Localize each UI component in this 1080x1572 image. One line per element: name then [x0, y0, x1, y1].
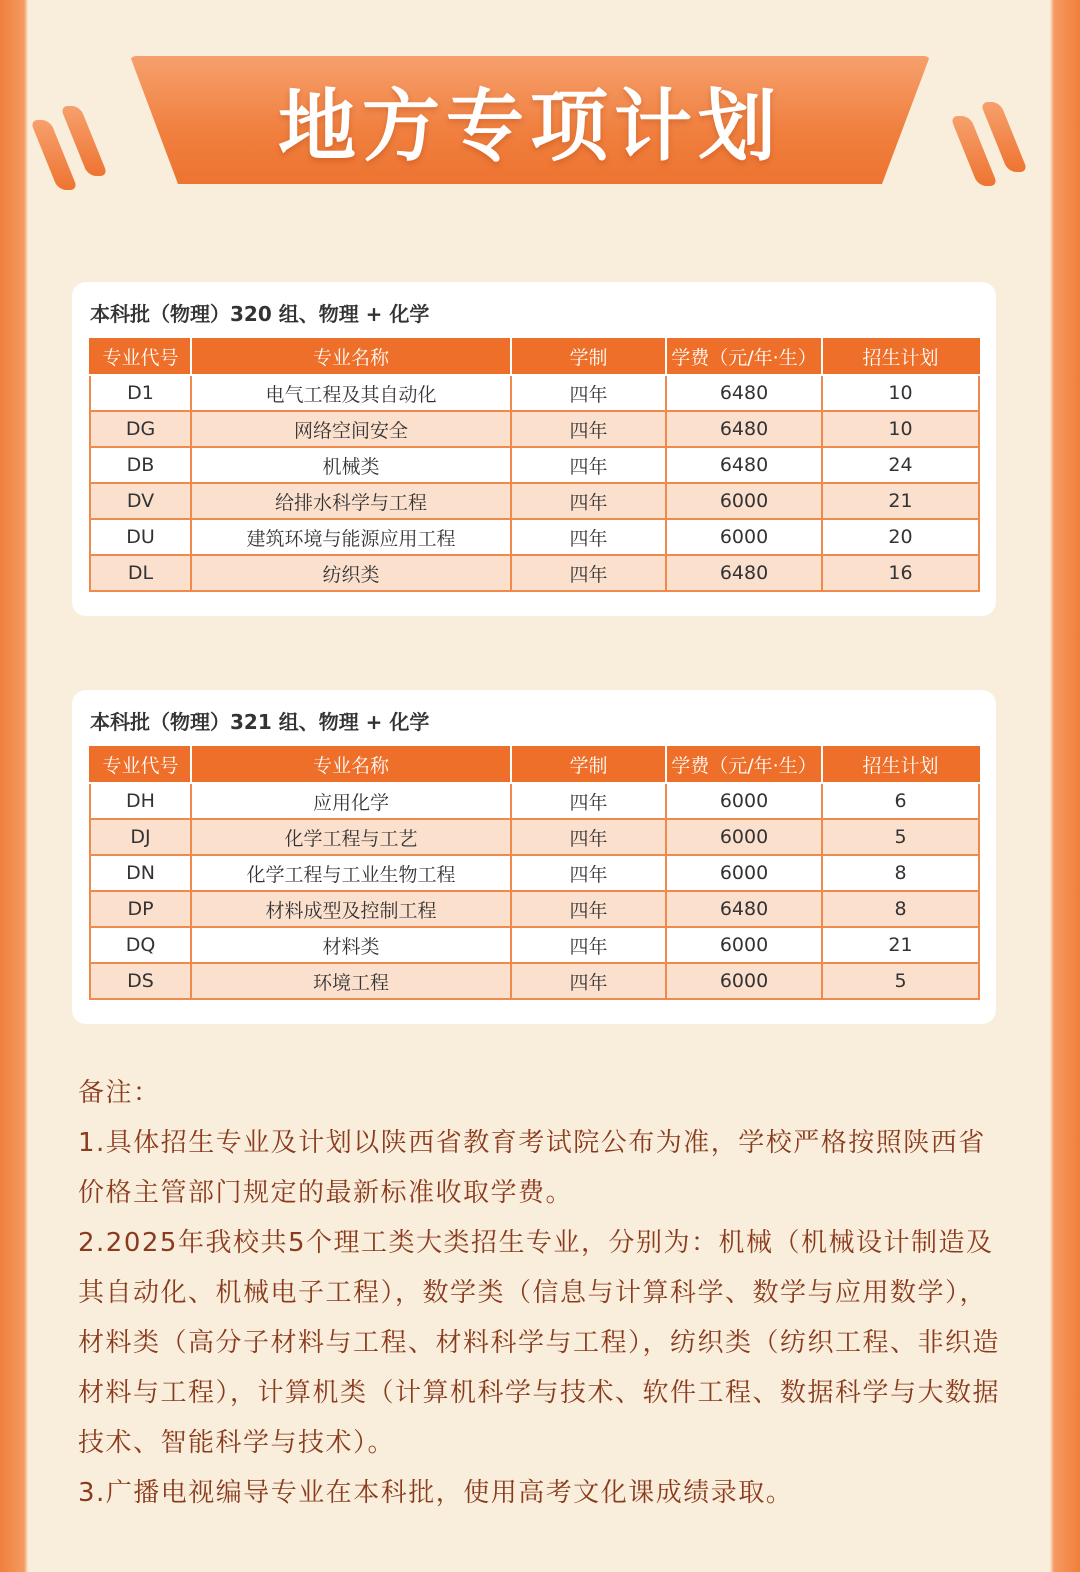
card-title: 本科批（物理）321 组、物理 + 化学	[90, 710, 430, 734]
table-row	[90, 963, 979, 999]
cell-duration: 四年	[511, 891, 666, 927]
plan-card-320	[72, 282, 996, 616]
cell-duration: 四年	[511, 447, 666, 483]
cell-tuition: 6000	[666, 519, 822, 555]
cell-code: DH	[90, 783, 191, 819]
cell-tuition: 6480	[666, 891, 822, 927]
cell-code: DN	[90, 855, 191, 891]
cell-code: DV	[90, 483, 191, 519]
cell-major: 材料成型及控制工程	[191, 891, 511, 927]
col-header-major: 专业名称	[191, 746, 511, 783]
cell-tuition: 6000	[666, 483, 822, 519]
cell-quota: 5	[822, 819, 979, 855]
table-row	[90, 483, 979, 519]
cell-code: DL	[90, 555, 191, 591]
table-row	[90, 447, 979, 483]
table-row	[90, 555, 979, 591]
cell-duration: 四年	[511, 375, 666, 411]
col-header-quota: 招生计划	[822, 746, 979, 783]
cell-tuition: 6000	[666, 855, 822, 891]
cell-tuition: 6480	[666, 411, 822, 447]
card-title: 本科批（物理）320 组、物理 + 化学	[90, 302, 430, 326]
cell-code: DJ	[90, 819, 191, 855]
cell-quota: 24	[822, 447, 979, 483]
table-row	[90, 927, 979, 963]
page-title: 地方专项计划	[277, 82, 782, 172]
cell-tuition: 6000	[666, 963, 822, 999]
plan-card-321	[72, 690, 996, 1024]
notes-heading: 备注：	[78, 1078, 161, 1108]
note-item: 3.广播电视编导专业在本科批，使用高考文化课成绩录取。	[78, 1478, 794, 1508]
cell-quota: 21	[822, 483, 979, 519]
cell-duration: 四年	[511, 519, 666, 555]
cell-code: DS	[90, 963, 191, 999]
cell-duration: 四年	[511, 411, 666, 447]
cell-quota: 20	[822, 519, 979, 555]
cell-major: 给排水科学与工程	[191, 483, 511, 519]
cell-major: 环境工程	[191, 963, 511, 999]
cell-duration: 四年	[511, 963, 666, 999]
cell-duration: 四年	[511, 483, 666, 519]
table-row	[90, 855, 979, 891]
cell-major: 材料类	[191, 927, 511, 963]
cell-quota: 6	[822, 783, 979, 819]
col-header-code: 专业代号	[90, 746, 191, 783]
cell-major: 化学工程与工艺	[191, 819, 511, 855]
cell-major: 机械类	[191, 447, 511, 483]
col-header-tuition: 学费（元/年·生）	[666, 746, 822, 783]
cell-major: 电气工程及其自动化	[191, 375, 511, 411]
plan-table-321	[89, 746, 980, 1000]
note-item: 1.具体招生专业及计划以陕西省教育考试院公布为准，学校严格按照陕西省价格主管部门规定的最新标准收取学费。	[78, 1128, 986, 1208]
table-header-row	[90, 338, 979, 375]
table-row	[90, 519, 979, 555]
cell-quota: 10	[822, 411, 979, 447]
cell-quota: 10	[822, 375, 979, 411]
cell-quota: 5	[822, 963, 979, 999]
cell-major: 化学工程与工业生物工程	[191, 855, 511, 891]
table-row	[90, 411, 979, 447]
cell-duration: 四年	[511, 555, 666, 591]
cell-tuition: 6000	[666, 783, 822, 819]
cell-quota: 21	[822, 927, 979, 963]
note-item: 2.2025年我校共5个理工类大类招生专业，分别为：机械（机械设计制造及其自动化、机械电子工程），数学类（信息与计算科学、数学与应用数学），材料类（高分子材料与工程、材料科学与工程），纺织类（纺织工程、非织造材料与工程），计算机类（计算机科学与技术、软件工程、数据科学与大数据技术、智能科学与技术）。	[78, 1228, 1001, 1458]
cell-code: DG	[90, 411, 191, 447]
cell-code: D1	[90, 375, 191, 411]
table-row	[90, 375, 979, 411]
cell-tuition: 6000	[666, 927, 822, 963]
table-row	[90, 819, 979, 855]
col-header-tuition: 学费（元/年·生）	[666, 338, 822, 375]
cell-code: DU	[90, 519, 191, 555]
cell-major: 网络空间安全	[191, 411, 511, 447]
cell-tuition: 6480	[666, 375, 822, 411]
table-header-row	[90, 746, 979, 783]
cell-major: 纺织类	[191, 555, 511, 591]
cell-duration: 四年	[511, 783, 666, 819]
table-row	[90, 891, 979, 927]
cell-duration: 四年	[511, 819, 666, 855]
notes-section	[78, 1068, 1008, 1518]
cell-code: DQ	[90, 927, 191, 963]
col-header-major: 专业名称	[191, 338, 511, 375]
cell-quota: 16	[822, 555, 979, 591]
col-header-duration: 学制	[511, 338, 666, 375]
col-header-duration: 学制	[511, 746, 666, 783]
table-row	[90, 783, 979, 819]
cell-code: DB	[90, 447, 191, 483]
cell-quota: 8	[822, 891, 979, 927]
cell-tuition: 6000	[666, 819, 822, 855]
cell-major: 建筑环境与能源应用工程	[191, 519, 511, 555]
cell-quota: 8	[822, 855, 979, 891]
col-header-code: 专业代号	[90, 338, 191, 375]
col-header-quota: 招生计划	[822, 338, 979, 375]
cell-code: DP	[90, 891, 191, 927]
cell-major: 应用化学	[191, 783, 511, 819]
cell-duration: 四年	[511, 855, 666, 891]
cell-tuition: 6480	[666, 447, 822, 483]
cell-duration: 四年	[511, 927, 666, 963]
plan-table-320	[89, 338, 980, 592]
cell-tuition: 6480	[666, 555, 822, 591]
